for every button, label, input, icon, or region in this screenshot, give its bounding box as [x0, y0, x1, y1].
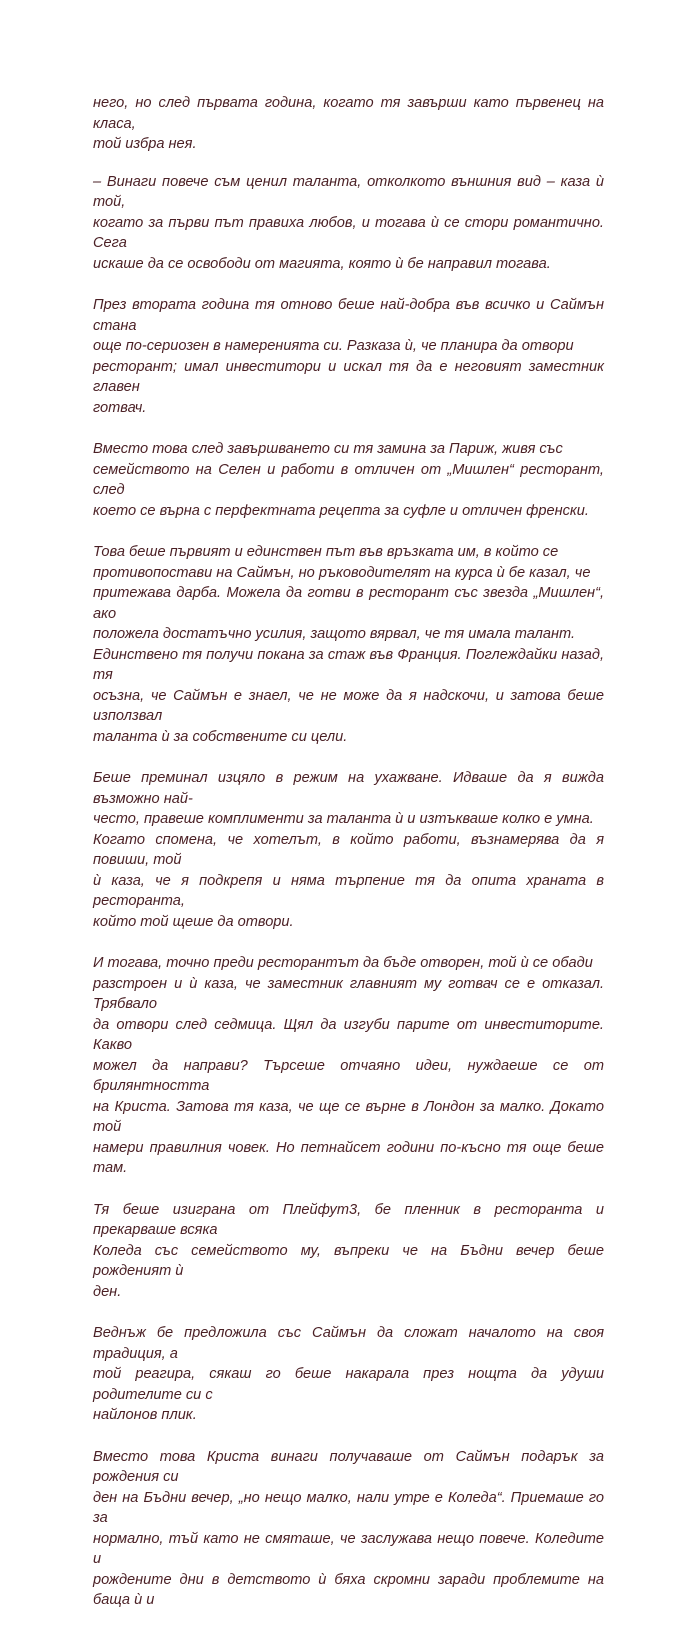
- paragraph-6: Беше преминал изцяло в режим на ухажване. Идваше да я вижда възможно най- често, правеше комплименти за таланта ѝ и изтъкваше колко е умна. Когато спомена, че хотелът, в който работи, възнамерява да я повиши, той ѝ каза, че я подкрепя и няма търпение тя да опита храната в ресторанта, който той щеше да отвори.: [93, 770, 604, 930]
- paragraph-7: И тогава, точно преди ресторантът да бъде отворен, той ѝ се обади разстроен и ѝ каза, че заместник главният му готвач се е отказал. Трябвало да отвори след седмица. Щял да изгуби парите от инвеститорите. Какво можел да направи? Търсеше отчаяно идеи, нуждаеше се от брилянтността на Криста. Затова тя каза, че ще се върне в Лондон за малко. Докато той намери правилния човек. Но петнайсет години по-късно тя още беше там.: [93, 955, 604, 1176]
- paragraph-4: Вместо това след завършването си тя замина за Париж, живя със семейството на Селен и работи в отличен от „Мишлен“ ресторант, след което се върна с перфектната рецепта за суфле и отличен френски.: [93, 441, 604, 519]
- paragraph-9: Веднъж бе предложила със Саймън да сложат началото на своя традиция, а той реагира, сякаш го беше накарала през нощта да удуши родителите си с найлонов плик.: [93, 1325, 604, 1423]
- paragraph-2: – Винаги повече съм ценил таланта, отколкото външния вид – каза ѝ той, когато за първи път правиха любов, и тогава ѝ се стори романтично. Сега искаше да се освободи от магията, която ѝ бе направил тогава.: [93, 173, 604, 272]
- paragraph-3: През втората година тя отново беше най-добра във всичко и Саймън стана още по-сериозен в намеренията си. Разказа ѝ, че планира да отвори ресторант; имал инвеститори и искал тя да е неговият заместник главен готвач.: [93, 297, 604, 416]
- paragraph-5: Това беше първият и единствен път във връзката им, в който се противопостави на Саймън, но ръководителят на курса ѝ бе казал, че притежава дарба. Можела да готви в ресторант със звезда „Мишлен“, ако положела достатъчно усилия, защото вярвал, че тя имала талант. Единствено тя получи покана за стаж във Франция. Поглеждайки назад, тя осъзна, че Саймън е знаел, че не може да я надскочи, и затова беше използвал таланта ѝ за собствените си цели.: [93, 544, 604, 745]
- paragraph-1: него, но след първата година, когато тя завърши като първенец на класа, той избра нея.: [93, 95, 604, 152]
- paragraph-10: Вместо това Криста винаги получаваше от Саймън подарък за рождения си ден на Бъдни вечер, „но нещо малко, нали утре е Коледа“. Приемаше го за нормално, тъй като не смяташе, че заслужава нещо повече. Коледите и рождените дни в детството ѝ бяха скромни заради проблемите на баща ѝ и: [93, 1448, 604, 1608]
- paragraph-8: Тя беше изиграна от Плейфут3, бе пленник в ресторанта и прекарваше всяка Коледа със семейството му, въпреки че на Бъдни вечер беше рожденият ѝ ден.: [93, 1201, 604, 1300]
- body-text: [93, 93, 604, 1632]
